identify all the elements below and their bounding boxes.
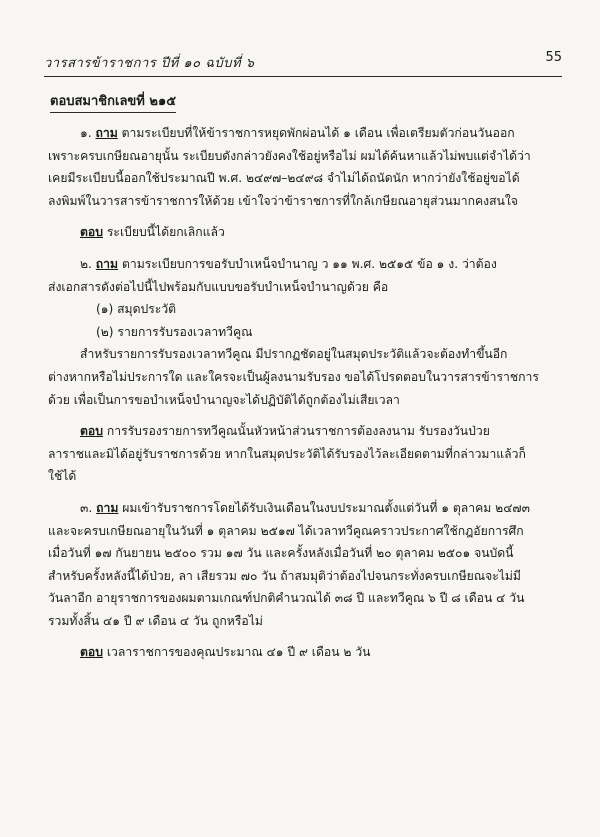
question-3-line: วันลาอีก อายุราชการของผมตามเกณฑ์ปกติคำนวณได้ ๓๘ ปี และทวีคูณ ๖ ปี ๘ เดือน ๔ วัน	[48, 591, 525, 606]
question-1-number: ๑.	[80, 126, 92, 140]
question-2-line: ต่างหากหรือไม่ประการใด และใครจะเป็นผู้ลงนามรับรอง ขอได้โปรดตอบในวารสารข้าราชการ	[48, 369, 539, 384]
answer-2-line: ใช้ได้	[48, 469, 77, 484]
question-2-label: ถาม	[95, 256, 119, 271]
question-3-line: เมื่อวันที่ ๑๗ กันยายน ๒๕๐๐ รวม ๑๗ วัน และครั้งหลังเมื่อวันที่ ๒๐ ตุลาคม ๒๕๐๑ จนบัดนี้	[48, 546, 514, 561]
section-title: ตอบสมาชิกเลขที่ ๒๑๕	[50, 90, 176, 113]
question-2-number: ๒.	[80, 256, 92, 271]
answer-1-label: ตอบ	[80, 225, 103, 240]
question-3-line: รวมทั้งสิ้น ๔๑ ปี ๙ เดือน ๔ วัน ถูกหรือไม่	[48, 613, 263, 628]
question-1-line: ลงพิมพ์ในวารสารข้าราชการให้ด้วย เข้าใจว่าข้าราชการที่ใกล้เกษียณอายุส่วนมากคงสนใจ	[48, 193, 518, 208]
question-1-line: เคยมีระเบียบนี้ออกใช้ประมาณปี พ.ศ. ๒๔๙๗–๒๔๙๘ จำไม่ได้ถนัดนัก หากว่ายังใช้อยู่ขอได้	[48, 171, 520, 186]
document-item: (๑) สมุดประวัติ	[96, 302, 177, 317]
answer-1-text: ระเบียบนี้ได้ยกเลิกแล้ว	[106, 225, 225, 240]
answer-1	[48, 221, 564, 244]
answer-3-text: เวลาราชการของคุณประมาณ ๔๑ ปี ๙ เดือน ๒ วัน	[106, 645, 371, 660]
answer-3	[48, 641, 564, 664]
question-1-line: เพราะครบเกษียณอายุนั้น ระเบียบดังกล่าวยังคงใช้อยู่หรือไม่ ผมได้ค้นหาแล้วไม่พบแต่จำได้ว่า	[48, 148, 531, 163]
qa-body	[48, 122, 564, 664]
journal-title: วารสารข้าราชการ ปีที่ ๑๐ ฉบับที่ ๖	[44, 56, 255, 71]
question-2-line	[48, 253, 564, 276]
question-3-line: และจะครบเกษียณอายุในวันที่ ๑ ตุลาคม ๒๕๑๗ ได้เวลาทวีคูณคราวประกาศใช้กฎอัยการศึก	[48, 523, 524, 538]
page-header	[44, 52, 562, 73]
question-2-line: ด้วย เพื่อเป็นการขอบำเหน็จบำนาญจะได้ปฏิบัติได้ถูกต้องไม่เสียเวลา	[48, 392, 400, 407]
answer-2-label: ตอบ	[80, 424, 103, 439]
question-3-line: สำหรับครั้งหลังนี้ได้ป่วย, ลา เสียรวม ๗๐ วัน ถ้าสมมุติว่าต้องไปจนกระทั่งครบเกษียณจะไม่มี	[48, 568, 521, 583]
header-rule	[44, 76, 562, 77]
document-item: (๒) รายการรับรองเวลาทวีคูณ	[96, 324, 253, 339]
answer-2-line: ลาราชและมิได้อยู่รับราชการด้วย หากในสมุดประวัติได้รับรองไว้ละเอียดตามที่กล่าวมาแล้วก็	[48, 446, 526, 461]
question-2-line: สำหรับรายการรับรองเวลาทวีคูณ มีปรากฏชัดอยู่ในสมุดประวัติแล้วจะต้องทำขึ้นอีก	[80, 347, 508, 362]
question-3-label: ถาม	[96, 500, 119, 515]
page-number: 55	[545, 50, 562, 65]
question-1-label: ถาม	[95, 126, 118, 140]
answer-2-text: การรับรองรายการทวีคูณนั้นหัวหน้าส่วนราชการต้องลงนาม รับรองวันป่วย	[106, 424, 490, 439]
question-3-line	[48, 497, 564, 520]
question-3-text: ผมเข้ารับราชการโดยได้รับเงินเดือนในงบประมาณตั้งแต่วันที่ ๑ ตุลาคม ๒๔๗๓	[122, 500, 530, 515]
question-1-text: ตามระเบียบที่ให้ข้าราชการหยุดพักผ่อนได้ ๑ เดือน เพื่อเตรียมตัวก่อนวันออก	[121, 126, 515, 140]
question-1-line	[48, 122, 564, 145]
question-2-line: ส่งเอกสารดังต่อไปนี้ไปพร้อมกับแบบขอรับบำเหน็จบำนาญด้วย คือ	[48, 279, 389, 294]
answer-3-label: ตอบ	[80, 645, 103, 660]
answer-2	[48, 420, 564, 443]
question-3-number: ๓.	[80, 500, 93, 515]
question-2-text: ตามระเบียบการขอรับบำเหน็จบำนาญ ว ๑๑ พ.ศ. ๒๕๑๕ ข้อ ๑ ง. ว่าต้อง	[121, 256, 497, 271]
